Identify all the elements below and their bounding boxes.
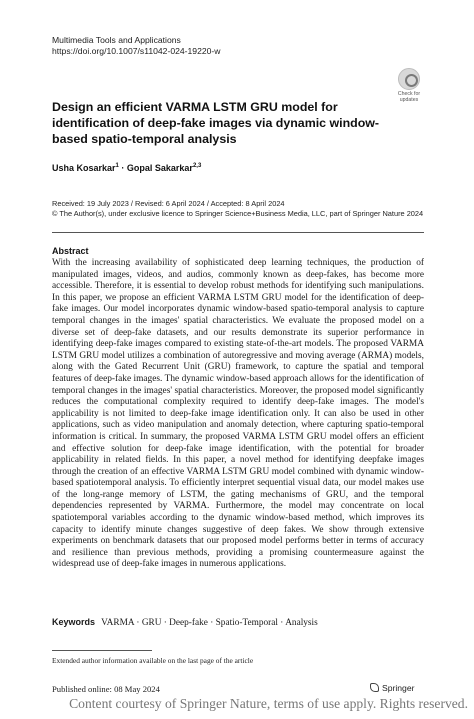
publication-dates bbox=[52, 199, 423, 219]
check-updates-icon bbox=[398, 68, 420, 90]
keywords-values: VARMA · GRU · Deep-fake · Spatio-Temporal · Analysis bbox=[101, 618, 318, 628]
affiliation-marker: 1 bbox=[115, 163, 119, 169]
affiliation-marker: 2,3 bbox=[192, 163, 202, 169]
footnote-divider bbox=[52, 650, 152, 651]
doi-link[interactable]: https://doi.org/10.1007/s11042-024-19220-w bbox=[52, 46, 221, 56]
copyright-notice: © The Author(s), under exclusive licence to Springer Science+Business Media, LLC, part of Springer Nature 2024 bbox=[52, 209, 424, 218]
check-for-updates-badge[interactable] bbox=[394, 68, 424, 102]
author-name[interactable]: Usha Kosarkar bbox=[52, 163, 116, 173]
badge-text: Check for updates bbox=[397, 91, 421, 103]
journal-name: Multimedia Tools and Applications bbox=[52, 35, 181, 45]
abstract-text: With the increasing availability of sophisticated deep learning techniques, the production of manipulated images, videos, and audios, commonly known as deep-fakes, has become more accessible. Therefore, it is essential to develop robust methods for identifying such manipulations. In this paper, we propose an efficient VARMA LSTM GRU model for the identification of deep-fake images. Our model incorporates dynamic window-based spatio-temporal analysis to capture temporal changes in the images' spatial characteristics. We evaluate the proposed model on a diverse set of deep-fake datasets, and our results demonstrate its superior performance in identifying deep-fake images compared to existing state-of-the-art models. The proposed VARMA LSTM GRU model utilizes a combination of autoregressive and moving average (ARMA) models, along with the Gated Recurrent Unit (GRU) framework, to capture the spatial and temporal features of deep-fake images. The dynamic window-based approach allows for the identification of temporal changes in the images' spatial characteristics. Moreover, the proposed model significantly reduces the computational complexity required to identify deep-fake images. The model's applicability is not limited to deep-fake image identification only. It can also be used in other applications, such as video manipulation and anomaly detection, where capturing spatio-temporal information is critical. In summary, the proposed VARMA LSTM GRU model offers an efficient and effective solution for deep-fake image identification, with the potential for broader applicability in related fields. In this paper, a novel method for identifying deepfake images through the creation of an effective VARMA LSTM GRU model combined with dynamic window-based spatiotemporal analysis. To efficiently interpret sequential visual data, our model makes use of the long-range memory of LSTM, the gating mechanisms of GRU, and the temporal dependencies represented by VARMA. Furthermore, the model may concentrate on local spatiotemporal variables according to the dynamic window-based method, which improves its capacity to identify minute changes suggestive of deep fakes. We show through extensive experiments on benchmark datasets that our proposed model performs better in terms of accuracy and resilience than previous methods, providing a promising countermeasure against the widespread use of deep-fake images in numerous applications. bbox=[52, 258, 424, 570]
keywords-line bbox=[52, 617, 318, 628]
author-separator: · bbox=[118, 163, 127, 173]
footnote: Extended author information available on the last page of the article bbox=[52, 656, 254, 665]
keywords-label: Keywords bbox=[52, 617, 96, 627]
publisher-logo bbox=[370, 683, 414, 693]
author-name[interactable]: Gopal Sakarkar bbox=[126, 163, 193, 173]
divider bbox=[52, 232, 424, 233]
journal-header bbox=[52, 35, 221, 57]
abstract-heading: Abstract bbox=[52, 246, 89, 256]
received-dates: Received: 19 July 2023 / Revised: 6 April 2024 / Accepted: 8 April 2024 bbox=[52, 199, 285, 208]
author-list bbox=[52, 163, 201, 173]
paper-title: Design an efficient VARMA LSTM GRU model for identification of deep-fake images via dynamic window-based spatio-temporal analysis bbox=[52, 100, 380, 146]
springer-horse-icon bbox=[370, 683, 379, 692]
courtesy-watermark: Content courtesy of Springer Nature, terms of use apply. Rights reserved. bbox=[69, 696, 468, 711]
published-date: Published online: 08 May 2024 bbox=[52, 684, 160, 694]
publisher-name: Springer bbox=[382, 683, 415, 693]
